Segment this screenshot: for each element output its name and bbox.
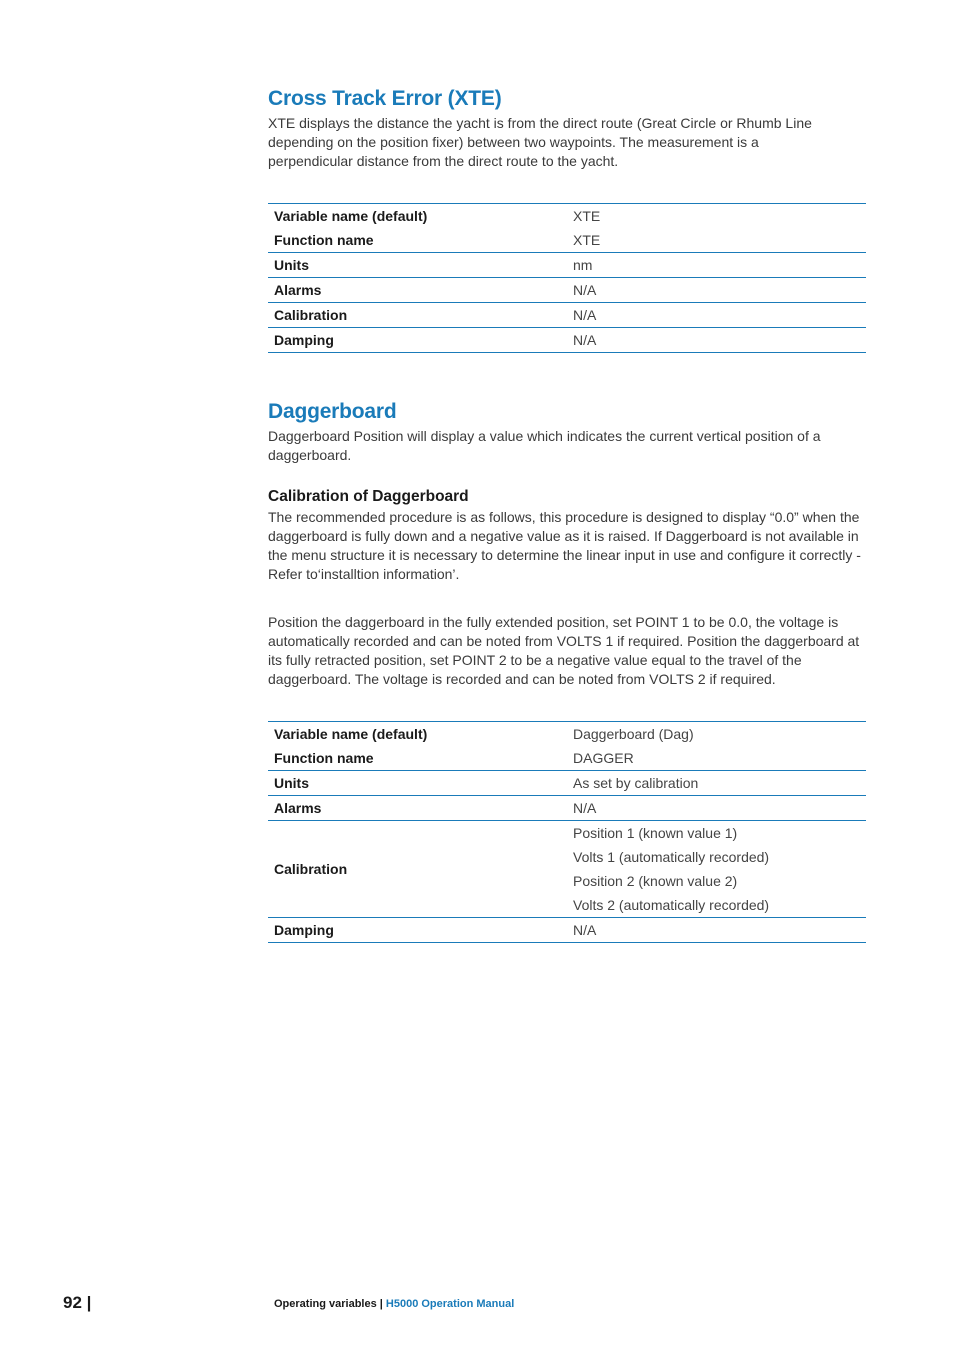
calibration-value: N/A <box>567 303 866 328</box>
alarms-label: Alarms <box>268 796 567 821</box>
variable-name-value: XTE <box>567 204 866 229</box>
table-row <box>268 303 866 328</box>
footer-section: Operating variables | <box>274 1298 383 1310</box>
table-row <box>268 722 866 747</box>
units-value: nm <box>567 253 866 278</box>
calibration-value: Position 1 (known value 1) <box>573 825 738 841</box>
damping-label: Damping <box>268 918 567 943</box>
xte-description: XTE displays the distance the yacht is from the direct route (Great Circle or Rhumb Line depending on the position fixer) between two waypoints. The measurement is a perpendicular distance from the direct route to the yacht. <box>268 115 812 169</box>
units-label: Units <box>268 253 567 278</box>
daggerboard-variable-table <box>268 721 866 943</box>
function-name-value: XTE <box>567 228 866 253</box>
page-content <box>268 84 866 943</box>
calibration-subheading: Calibration of Daggerboard <box>268 488 469 505</box>
function-name-label: Function name <box>268 228 567 253</box>
damping-value: N/A <box>567 918 866 943</box>
daggerboard-description: Daggerboard Position will display a value which indicates the current vertical position of a daggerboard. <box>268 428 821 463</box>
table-row <box>268 278 866 303</box>
alarms-label: Alarms <box>268 278 567 303</box>
table-row <box>268 328 866 353</box>
table-row <box>268 796 866 821</box>
alarms-value: N/A <box>567 796 866 821</box>
table-row <box>268 746 866 771</box>
page-footer <box>0 1290 954 1320</box>
footer-manual-title: H5000 Operation Manual <box>385 1298 515 1310</box>
page-number: 92 | <box>63 1293 92 1312</box>
calibration-value: Volts 2 (automatically recorded) <box>567 893 866 918</box>
table-row <box>268 918 866 943</box>
alarms-value: N/A <box>567 278 866 303</box>
variable-name-label: Variable name (default) <box>268 722 567 747</box>
units-label: Units <box>268 771 567 796</box>
table-row <box>268 204 866 229</box>
function-name-label: Function name <box>268 746 567 771</box>
units-value: As set by calibration <box>567 771 866 796</box>
daggerboard-heading: Daggerboard <box>268 400 397 423</box>
xte-heading: Cross Track Error (XTE) <box>268 87 502 110</box>
table-row <box>268 771 866 796</box>
table-row <box>268 253 866 278</box>
damping-label: Damping <box>268 328 567 353</box>
xte-variable-table <box>268 203 866 353</box>
function-name-value: DAGGER <box>567 746 866 771</box>
calibration-paragraph-2: Position the daggerboard in the fully extended position, set POINT 1 to be 0.0, the voltage is automatically recorded and can be noted from VOLTS 1 if required. Position the daggerboard at its fully retracted position, set POINT 2 to be a negative value equal to the travel of the daggerboard. The voltage is recorded and can be noted from VOLTS 2 if required. <box>268 614 860 687</box>
calibration-value: Position 2 (known value 2) <box>573 873 738 889</box>
variable-name-label: Variable name (default) <box>268 204 567 229</box>
table-row <box>268 228 866 253</box>
damping-value: N/A <box>567 328 866 353</box>
calibration-value: Volts 1 (automatically recorded) <box>573 849 770 865</box>
footer-text <box>274 1298 514 1310</box>
calibration-paragraph-1: The recommended procedure is as follows, this procedure is designed to display “0.0” when the daggerboard is fully down and a negative value as it is raised. If Daggerboard is not available in the menu structure it is necessary to determine the linear input in use and configure it correctly - Refer to‘installtion information’. <box>268 509 861 582</box>
table-row <box>268 821 866 846</box>
calibration-label: Calibration <box>268 821 567 918</box>
variable-name-value: Daggerboard (Dag) <box>567 722 866 747</box>
calibration-label: Calibration <box>268 303 567 328</box>
